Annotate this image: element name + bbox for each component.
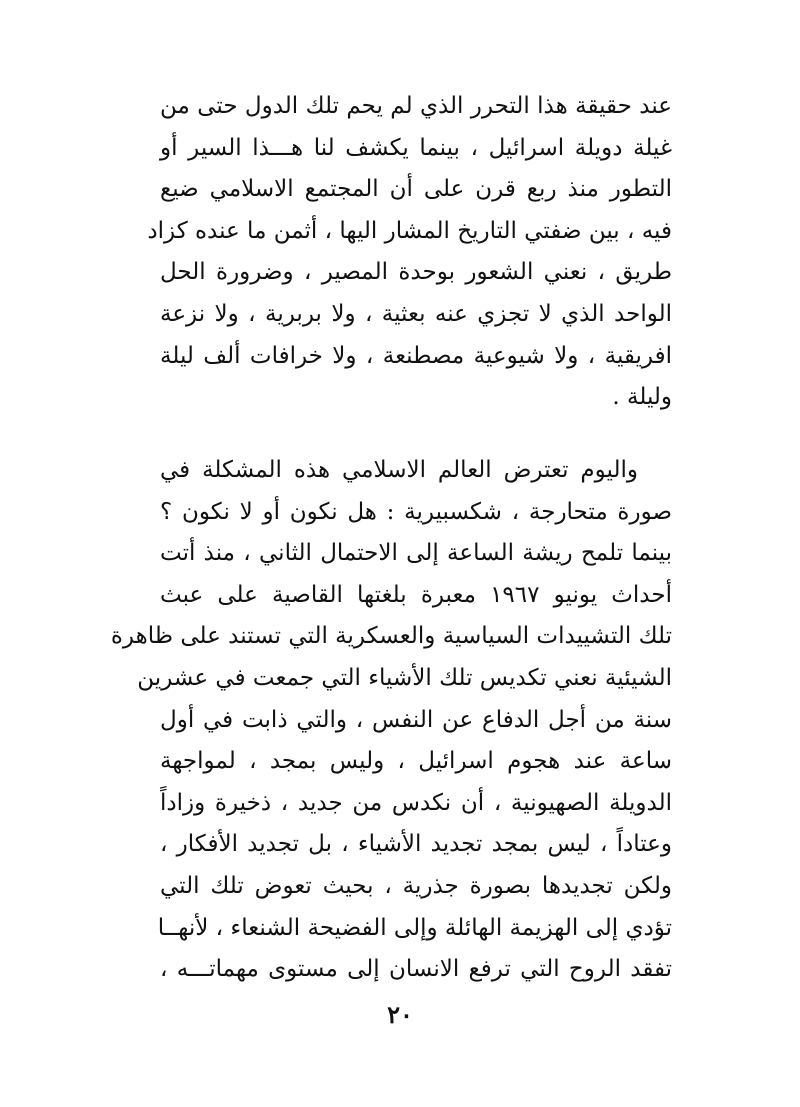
paragraph-line: تؤدي إلى الهزيمة الهائلة وإلى الفضيحة الشنعاء ، لأنهــا: [157, 914, 672, 941]
paragraph-line: ولكن تجديدها بصورة جذرية ، بحيث تعوض تلك التي: [160, 872, 672, 899]
paragraph-line: غيلة دويلة اسرائيل ، بينما يكشف لنا هـــذا السير أو: [160, 134, 672, 161]
paragraph-line: وعتاداً ، ليس بمجد تجديد الأشياء ، بل تجديد الأفكار ،: [160, 831, 672, 858]
paragraph-line: الشيئية نعني تكديس تلك الأشياء التي جمعت في عشرين: [137, 664, 672, 691]
paragraph-line: فيه ، بين ضفتي التاريخ المشار اليها ، أثمن ما عنده كزاد: [147, 217, 672, 244]
paragraph-1: [147, 86, 672, 419]
paragraph-line: وليلة .: [612, 384, 672, 411]
paragraph-line: ساعة عند هجوم اسرائيل ، وليس بمجد ، لمواجهة: [160, 748, 672, 775]
paragraph-line: واليوم تعترض العالم الاسلامي هذه المشكلة في: [160, 457, 638, 483]
paragraph-line: صورة متحارجة ، شكسبيرية : هل نكون أو لا نكون ؟: [160, 498, 672, 525]
paragraph-line: التطور منذ ربع قرن على أن المجتمع الاسلامي ضيع: [160, 176, 672, 203]
page-number: ٢٠: [387, 1000, 413, 1029]
paragraph-2: [110, 450, 672, 991]
paragraph-line: بينما تلمح ريشة الساعة إلى الاحتمال الثاني ، منذ أتت: [160, 540, 672, 567]
paragraph-line: تلك التشييدات السياسية والعسكرية التي تستند على ظاهرة: [110, 623, 672, 650]
paragraph-line: طريق ، نعني الشعور بوحدة المصير ، وضرورة الحل: [160, 259, 672, 286]
paragraph-line: سنة من أجل الدفاع عن النفس ، والتي ذابت في أول: [160, 706, 672, 733]
paragraph-line: افريقية ، ولا شيوعية مصطنعة ، ولا خرافات ألف ليلة: [160, 342, 672, 369]
paragraph-line: أحداث يونيو ١٩٦٧ معبرة بلغتها القاصية على عبث: [160, 581, 672, 608]
paragraph-line: الدويلة الصهيونية ، أن نكدس من جديد ، ذخيرة وزاداً: [160, 789, 672, 816]
paragraph-line: الواحد الذي لا تجزي عنه بعثية ، ولا بربرية ، ولا نزعة: [160, 300, 672, 327]
paragraph-line: تفقد الروح التي ترفع الانسان إلى مستوى مهماتـــه ،: [160, 956, 672, 983]
paragraph-line: عند حقيقة هذا التحرر الذي لم يحم تلك الدول حتى من: [160, 93, 672, 119]
